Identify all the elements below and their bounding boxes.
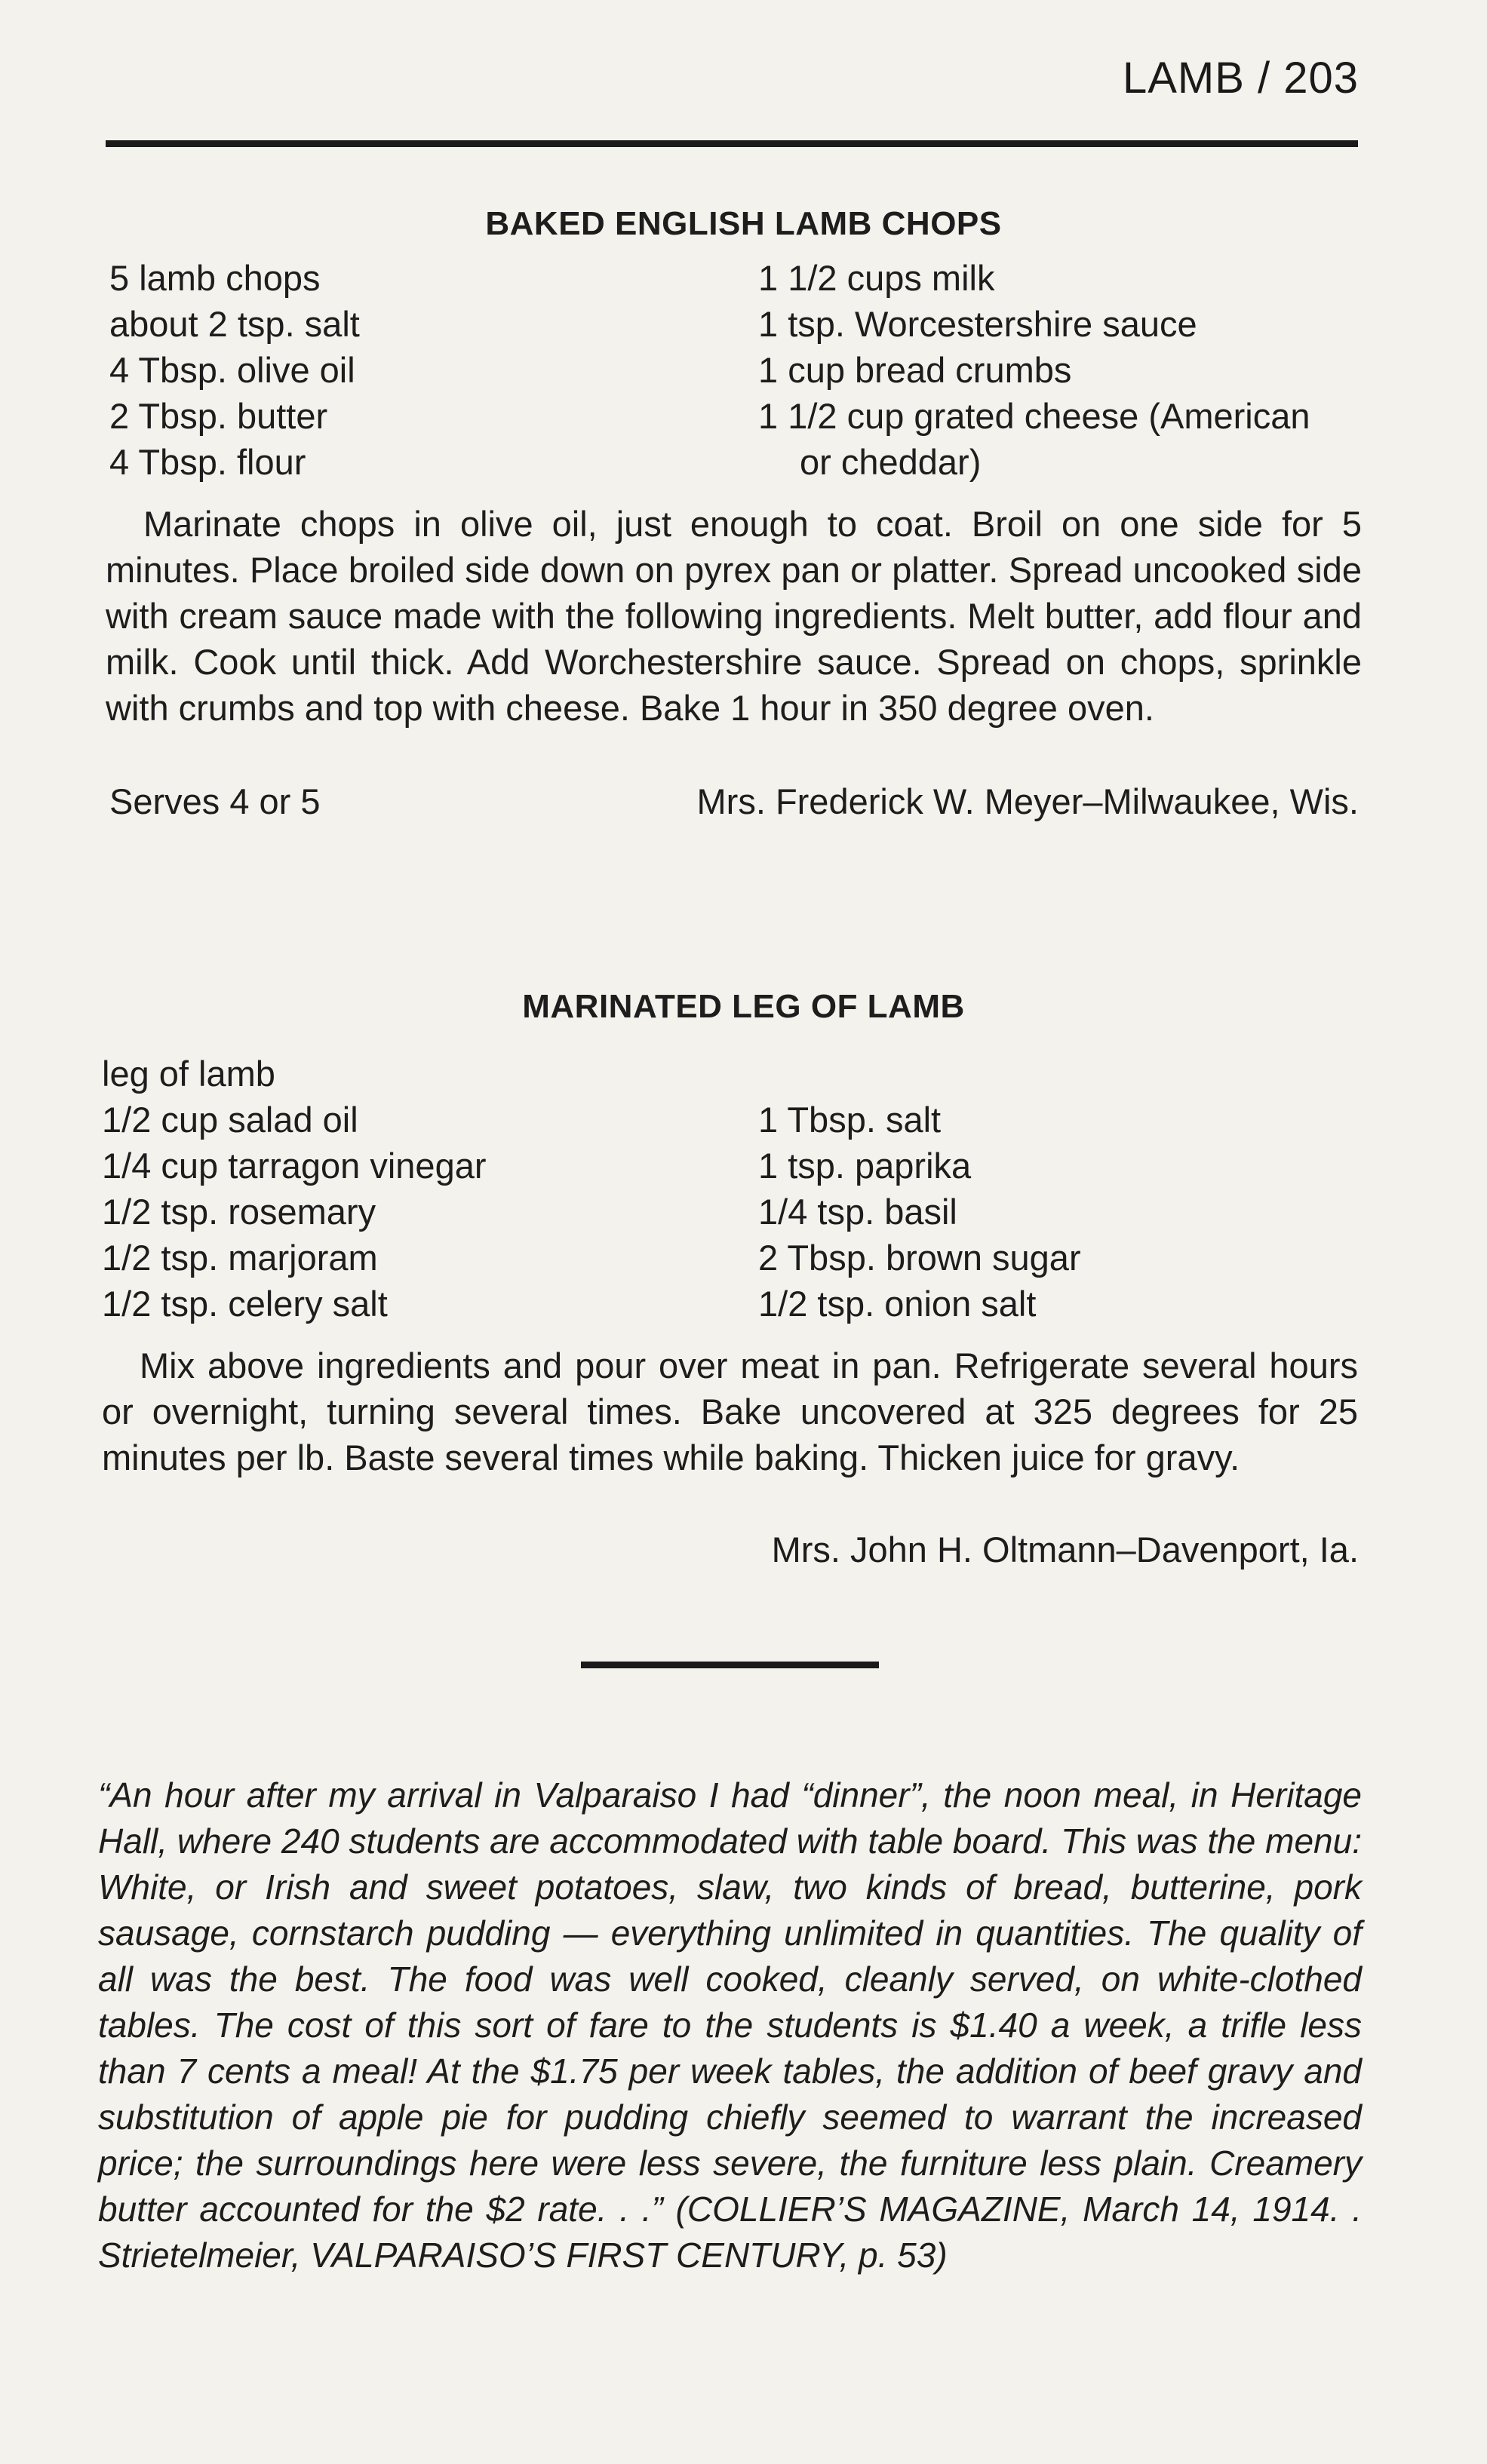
contributor: Mrs. Frederick W. Meyer–Milwaukee, Wis. — [696, 781, 1359, 821]
ingredient-item: about 2 tsp. salt — [109, 304, 360, 344]
ingredient-item: 1 tsp. Worcestershire sauce — [758, 304, 1197, 344]
recipe-directions — [106, 501, 1362, 731]
ingredient-list-right — [758, 255, 1310, 485]
ingredient-item: 1/2 tsp. rosemary — [102, 1192, 376, 1232]
servings: Serves 4 or 5 — [109, 781, 321, 821]
ingredient-item: leg of lamb — [102, 1054, 275, 1094]
ingredient-item: 1/2 cup salad oil — [102, 1100, 358, 1140]
ingredient-item: 1/2 tsp. onion salt — [758, 1284, 1037, 1324]
ingredient-item: 1 cup bread crumbs — [758, 350, 1072, 390]
ingredient-item: 2 Tbsp. butter — [109, 396, 328, 436]
ingredient-list-right — [758, 1097, 1081, 1327]
ingredient-item: 1/4 tsp. basil — [758, 1192, 957, 1232]
ingredient-item: 1/4 cup tarragon vinegar — [102, 1146, 487, 1186]
ingredient-item: 1 1/2 cups milk — [758, 258, 995, 298]
contributor: Mrs. John H. Oltmann–Davenport, Ia. — [771, 1530, 1359, 1570]
ingredient-item: 4 Tbsp. flour — [109, 442, 306, 482]
section-divider — [581, 1662, 879, 1668]
directions-text: Mix above ingredients and pour over meat in pan. Refrigerate several hours or overnight, turning several times. Bake uncovered at 325 degrees for 25 minutes per lb. Baste several times while baking. Thicken juice for gravy. — [102, 1346, 1358, 1477]
ingredient-item: or cheddar) — [800, 442, 982, 482]
ingredient-item: 1/2 tsp. celery salt — [102, 1284, 388, 1324]
ingredient-item: 1 tsp. paprika — [758, 1146, 972, 1186]
ingredient-item: 2 Tbsp. brown sugar — [758, 1238, 1081, 1278]
recipe-title-lamb-chops: BAKED ENGLISH LAMB CHOPS — [485, 205, 1002, 242]
recipe-directions — [102, 1342, 1358, 1481]
ingredient-item: 1/2 tsp. marjoram — [102, 1238, 378, 1278]
running-head: LAMB / 203 — [1122, 54, 1359, 103]
ingredient-list-left — [109, 255, 360, 485]
historical-quote: “An hour after my arrival in Valparaiso I had “dinner”, the noon meal, in Heritage Hall, where 240 students are accommodated with table board. This was the menu: White, or Irish and sweet potatoes, slaw, two kinds of bread, butterine, pork sausage, cornstarch pudding — everything unlimited in quantities. The quality of all was the best. The food was well cooked, cleanly served, on white-clothed tables. The cost of this sort of fare to the students is $1.40 a week, a trifle less than 7 cents a meal! At the $1.75 per week tables, the addition of beef gravy and substitution of apple pie for pudding chiefly seemed to warrant the increased price; the surroundings here were less severe, the furniture less plain. Creamery butter accounted for the $2 rate. . .” (COLLIER’S MAGAZINE, March 14, 1914. . Strietelmeier, VALPARAISO’S FIRST CENTURY, p. 53) — [98, 1775, 1362, 2275]
ingredient-item: 1 1/2 cup grated cheese (American — [758, 396, 1310, 436]
ingredient-list-left — [102, 1097, 487, 1327]
directions-text: Marinate chops in olive oil, just enough to coat. Broil on one side for 5 minutes. Place broiled side down on pyrex pan or platter. Spread uncooked side with cream sauce made with the following ingredients. Melt butter, add flour and milk. Cook until thick. Add Worchestershire sauce. Spread on chops, sprinkle with crumbs and top with cheese. Bake 1 hour in 350 degree oven. — [106, 504, 1362, 728]
recipe-title-leg-of-lamb: MARINATED LEG OF LAMB — [522, 988, 965, 1025]
ingredient-item: 5 lamb chops — [109, 258, 321, 298]
header-rule — [106, 140, 1358, 147]
ingredient-item: 4 Tbsp. olive oil — [109, 350, 355, 390]
ingredient-item: 1 Tbsp. salt — [758, 1100, 942, 1140]
